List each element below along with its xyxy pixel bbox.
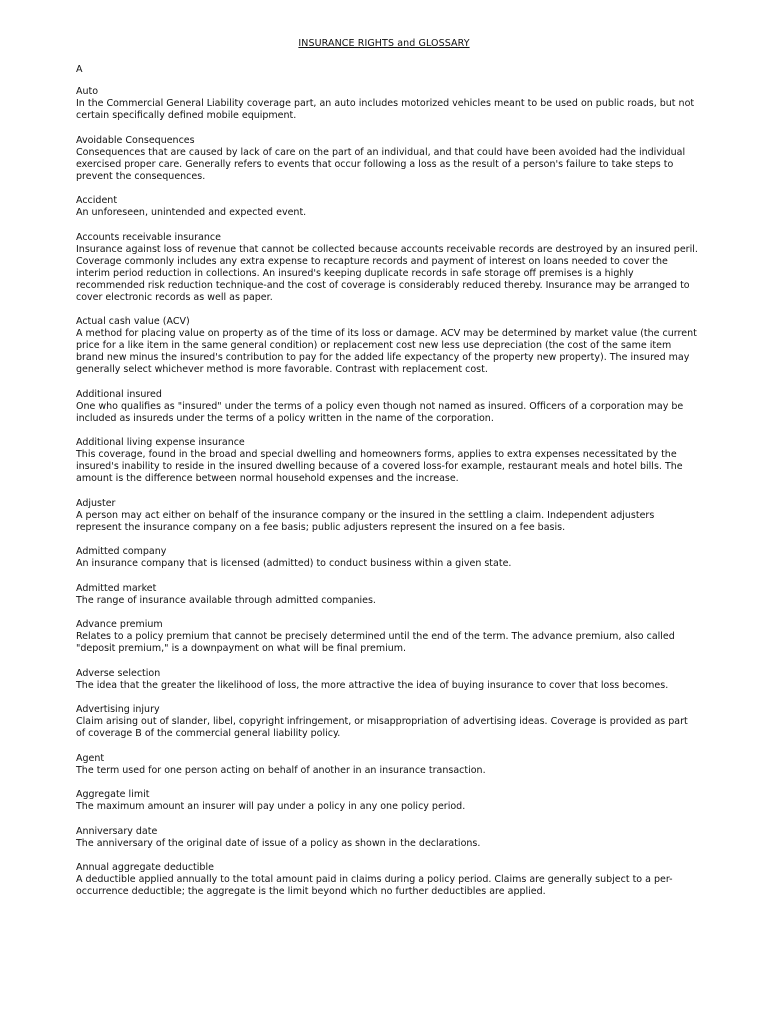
- entry-definition: Claim arising out of slander, libel, copyright infringement, or misappropriation of advertising ideas. Coverage is provided as part of coverage B of the commercial general liability policy.: [76, 716, 688, 739]
- glossary-entry: [76, 389, 698, 425]
- glossary-entry: [76, 753, 698, 777]
- glossary-entry: [76, 437, 698, 485]
- entry-term: Advertising injury: [76, 704, 160, 715]
- entry-definition: An unforeseen, unintended and expected event.: [76, 207, 307, 218]
- entry-term: Auto: [76, 86, 99, 97]
- entry-term: Admitted market: [76, 582, 157, 594]
- section-letter: A: [76, 64, 83, 75]
- glossary-entry: [76, 86, 698, 122]
- entry-term: Aggregate limit: [76, 789, 150, 800]
- entry-definition: A person may act either on behalf of the insurance company or the insured in the settling a claim. Independent adjusters represent the insurance company on a fee basis; public adjusters represent the insured on a fee basis.: [76, 509, 655, 533]
- glossary-entry: [76, 546, 698, 570]
- glossary-entry: [76, 195, 698, 219]
- glossary-entry: [76, 498, 698, 534]
- entry-definition: The term used for one person acting on behalf of another in an insurance transaction.: [76, 764, 486, 776]
- entry-definition: The maximum amount an insurer will pay under a policy in any one policy period.: [76, 801, 466, 812]
- entry-term: Additional living expense insurance: [76, 437, 245, 448]
- entry-definition: This coverage, found in the broad and special dwelling and homeowners forms, applies to extra expenses necessitated by the insured's inability to reside in the insured dwelling because of a covered loss-for example, restaurant meals and hotel bills. The amount is the difference between normal household expenses and the increase.: [76, 449, 683, 484]
- entry-definition: Insurance against loss of revenue that cannot be collected because accounts receivable records are destroyed by an insured peril. Coverage commonly includes any extra expense to recapture records and payment of interest on loans needed to cover the interim period reduction in collections. An insured's keeping duplicate records in safe storage off premises is a highly recommended risk reduction technique-and the cost of coverage is considerably reduced thereby. Insurance may be arranged to cover electronic records as well as paper.: [76, 243, 698, 303]
- entry-term: Adverse selection: [76, 667, 161, 679]
- entry-term: Avoidable Consequences: [76, 134, 195, 146]
- glossary-entry: [76, 704, 698, 740]
- entry-term: Anniversary date: [76, 825, 158, 837]
- entry-definition: The anniversary of the original date of issue of a policy as shown in the declarations.: [76, 837, 481, 849]
- entry-term: Actual cash value (ACV): [76, 316, 190, 327]
- glossary-entry: [76, 826, 698, 850]
- entry-definition: One who qualifies as "insured" under the terms of a policy even though not named as insured. Officers of a corporation may be included as insureds under the terms of a policy written in the name of the corporation.: [76, 400, 684, 424]
- entry-term: Adjuster: [76, 497, 116, 509]
- entry-term: Advance premium: [76, 619, 163, 630]
- entry-definition: Relates to a policy premium that cannot be precisely determined until the end of the term. The advance premium, also called "deposit premium," is a downpayment on what will be final premium.: [76, 631, 675, 654]
- document-title: INSURANCE RIGHTS and GLOSSARY: [298, 38, 470, 49]
- glossary-entry: [76, 135, 698, 183]
- entry-term: Admitted company: [76, 546, 167, 557]
- entry-definition: The idea that the greater the likelihood of loss, the more attractive the idea of buying insurance to cover that loss becomes.: [76, 679, 669, 691]
- entry-term: Annual aggregate deductible: [76, 862, 214, 873]
- glossary-entries: [76, 86, 698, 911]
- entry-definition: Consequences that are caused by lack of care on the part of an individual, and that could have been avoided had the individual exercised proper care. Generally refers to events that occur following a loss as the result of a person's failure to take steps to prevent the consequences.: [76, 146, 686, 182]
- entry-definition: In the Commercial General Liability coverage part, an auto includes motorized vehicles meant to be used on public roads, but not certain specifically defined mobile equipment.: [76, 98, 695, 121]
- glossary-entry: [76, 789, 698, 813]
- glossary-entry: [76, 232, 698, 304]
- glossary-entry: [76, 668, 698, 692]
- glossary-entry: [76, 583, 698, 607]
- entry-term: Accounts receivable insurance: [76, 231, 222, 243]
- glossary-entry: [76, 862, 698, 898]
- entry-term: Agent: [76, 752, 105, 764]
- glossary-entry: [76, 619, 698, 655]
- entry-definition: A method for placing value on property as of the time of its loss or damage. ACV may be determined by market value (the current price for a like item in the same general condition) or replacement cost new less use depreciation (the cost of the same item brand new minus the insured's contribution to pay for the added life expectancy of the property new property). The insured may generally select whichever method is more favorable. Contrast with replacement cost.: [76, 328, 697, 375]
- entry-definition: A deductible applied annually to the total amount paid in claims during a policy period. Claims are generally subject to a per-occurrence deductible; the aggregate is the limit beyond which no further deductibles are applied.: [76, 874, 673, 897]
- entry-definition: An insurance company that is licensed (admitted) to conduct business within a given state.: [76, 558, 512, 569]
- entry-definition: The range of insurance available through admitted companies.: [76, 594, 376, 606]
- entry-term: Additional insured: [76, 388, 162, 400]
- entry-term: Accident: [76, 195, 118, 206]
- glossary-entry: [76, 316, 698, 376]
